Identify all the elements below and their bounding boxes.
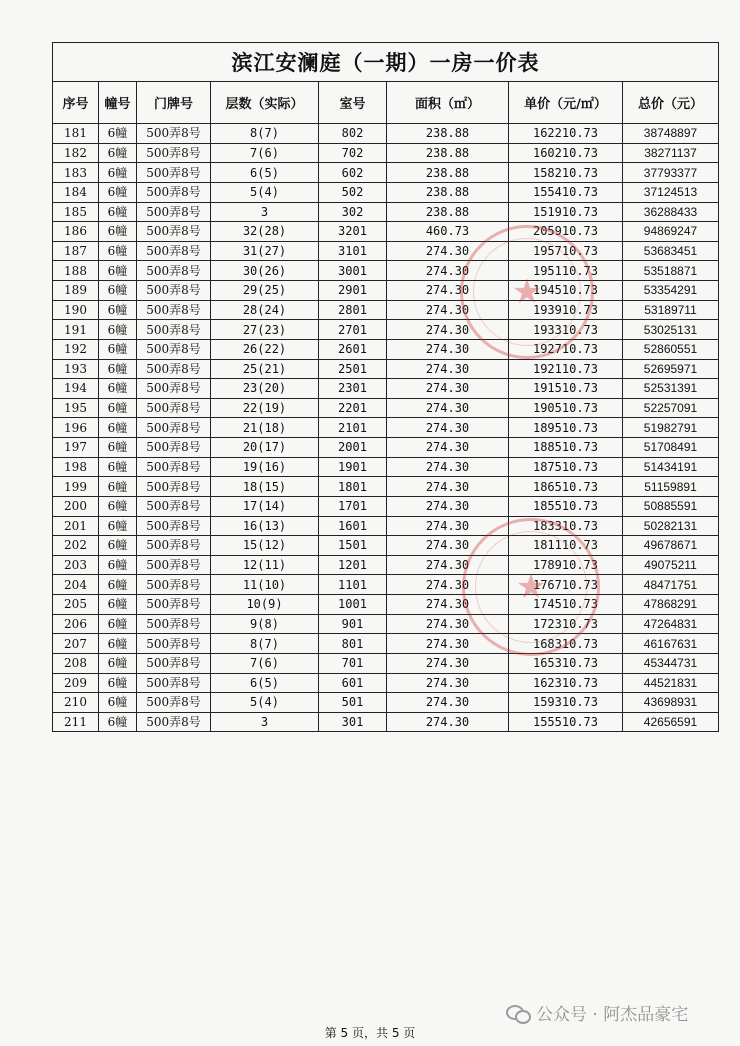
room-cell: 501	[319, 693, 387, 713]
table-row	[53, 712, 719, 732]
area-cell: 460.73	[387, 222, 509, 242]
serial-cell: 209	[53, 673, 99, 693]
serial-cell: 186	[53, 222, 99, 242]
table-row	[53, 555, 719, 575]
building-cell: 6幢	[99, 595, 137, 615]
total-price-cell: 53683451	[623, 241, 719, 261]
building-cell: 6幢	[99, 300, 137, 320]
total-price-cell: 47264831	[623, 614, 719, 634]
floor-cell: 22(19)	[211, 398, 319, 418]
room-cell: 502	[319, 182, 387, 202]
floor-cell: 8(7)	[211, 124, 319, 144]
unit-price-cell: 151910.73	[509, 202, 623, 222]
area-cell: 274.30	[387, 300, 509, 320]
building-cell: 6幢	[99, 163, 137, 183]
floor-cell: 25(21)	[211, 359, 319, 379]
unit-price-cell: 178910.73	[509, 555, 623, 575]
floor-cell: 21(18)	[211, 418, 319, 438]
address-cell: 500弄8号	[137, 281, 211, 301]
area-cell: 274.30	[387, 555, 509, 575]
building-cell: 6幢	[99, 653, 137, 673]
total-price-cell: 53518871	[623, 261, 719, 281]
total-price-cell: 46167631	[623, 634, 719, 654]
total-price-cell: 53354291	[623, 281, 719, 301]
room-cell: 2201	[319, 398, 387, 418]
table-row	[53, 163, 719, 183]
address-cell: 500弄8号	[137, 614, 211, 634]
building-cell: 6幢	[99, 359, 137, 379]
address-cell: 500弄8号	[137, 536, 211, 556]
room-cell: 2501	[319, 359, 387, 379]
unit-price-cell: 162310.73	[509, 673, 623, 693]
building-cell: 6幢	[99, 477, 137, 497]
table-row	[53, 398, 719, 418]
room-cell: 2301	[319, 379, 387, 399]
area-cell: 274.30	[387, 712, 509, 732]
serial-cell: 192	[53, 339, 99, 359]
floor-cell: 17(14)	[211, 496, 319, 516]
serial-cell: 194	[53, 379, 99, 399]
table-row	[53, 241, 719, 261]
unit-price-cell: 188510.73	[509, 438, 623, 458]
table-row	[53, 595, 719, 615]
serial-cell: 211	[53, 712, 99, 732]
address-cell: 500弄8号	[137, 163, 211, 183]
total-price-cell: 45344731	[623, 653, 719, 673]
column-header: 门牌号	[137, 82, 211, 124]
building-cell: 6幢	[99, 418, 137, 438]
serial-cell: 183	[53, 163, 99, 183]
table-row	[53, 261, 719, 281]
unit-price-cell: 190510.73	[509, 398, 623, 418]
floor-cell: 5(4)	[211, 693, 319, 713]
serial-cell: 205	[53, 595, 99, 615]
total-price-cell: 51159891	[623, 477, 719, 497]
table-body	[53, 124, 719, 732]
area-cell: 274.30	[387, 398, 509, 418]
total-price-cell: 49075211	[623, 555, 719, 575]
room-cell: 2901	[319, 281, 387, 301]
table-row	[53, 653, 719, 673]
area-cell: 274.30	[387, 261, 509, 281]
column-header: 面积（㎡）	[387, 82, 509, 124]
area-cell: 274.30	[387, 575, 509, 595]
unit-price-cell: 191510.73	[509, 379, 623, 399]
total-price-cell: 51434191	[623, 457, 719, 477]
total-price-cell: 52257091	[623, 398, 719, 418]
floor-cell: 7(6)	[211, 143, 319, 163]
company-seal-top: ★	[460, 225, 594, 359]
price-table	[52, 42, 719, 732]
area-cell: 274.30	[387, 536, 509, 556]
column-header: 层数（实际）	[211, 82, 319, 124]
building-cell: 6幢	[99, 222, 137, 242]
serial-cell: 191	[53, 320, 99, 340]
area-cell: 274.30	[387, 693, 509, 713]
company-seal-bottom: ★	[462, 518, 600, 656]
area-cell: 274.30	[387, 634, 509, 654]
floor-cell: 15(12)	[211, 536, 319, 556]
serial-cell: 203	[53, 555, 99, 575]
address-cell: 500弄8号	[137, 182, 211, 202]
address-cell: 500弄8号	[137, 143, 211, 163]
address-cell: 500弄8号	[137, 477, 211, 497]
total-price-cell: 38748897	[623, 124, 719, 144]
address-cell: 500弄8号	[137, 496, 211, 516]
room-cell: 1201	[319, 555, 387, 575]
total-price-cell: 48471751	[623, 575, 719, 595]
serial-cell: 189	[53, 281, 99, 301]
serial-cell: 182	[53, 143, 99, 163]
serial-cell: 184	[53, 182, 99, 202]
area-cell: 274.30	[387, 673, 509, 693]
room-cell: 601	[319, 673, 387, 693]
total-price-cell: 52531391	[623, 379, 719, 399]
page-footer: 第 5 页，共 5 页	[324, 1026, 416, 1040]
building-cell: 6幢	[99, 320, 137, 340]
address-cell: 500弄8号	[137, 418, 211, 438]
column-header: 序号	[53, 82, 99, 124]
address-cell: 500弄8号	[137, 673, 211, 693]
total-price-cell: 49678671	[623, 536, 719, 556]
table-row	[53, 477, 719, 497]
table-row	[53, 281, 719, 301]
room-cell: 3201	[319, 222, 387, 242]
column-header: 室号	[319, 82, 387, 124]
total-price-cell: 47868291	[623, 595, 719, 615]
room-cell: 1901	[319, 457, 387, 477]
column-header: 总价（元）	[623, 82, 719, 124]
table-row	[53, 614, 719, 634]
floor-cell: 7(6)	[211, 653, 319, 673]
area-cell: 274.30	[387, 359, 509, 379]
total-price-cell: 94869247	[623, 222, 719, 242]
address-cell: 500弄8号	[137, 124, 211, 144]
area-cell: 274.30	[387, 477, 509, 497]
area-cell: 274.30	[387, 457, 509, 477]
room-cell: 2101	[319, 418, 387, 438]
room-cell: 1101	[319, 575, 387, 595]
address-cell: 500弄8号	[137, 300, 211, 320]
serial-cell: 206	[53, 614, 99, 634]
serial-cell: 197	[53, 438, 99, 458]
serial-cell: 207	[53, 634, 99, 654]
building-cell: 6幢	[99, 575, 137, 595]
address-cell: 500弄8号	[137, 202, 211, 222]
table-row	[53, 516, 719, 536]
floor-cell: 18(15)	[211, 477, 319, 497]
building-cell: 6幢	[99, 398, 137, 418]
area-cell: 274.30	[387, 516, 509, 536]
serial-cell: 204	[53, 575, 99, 595]
area-cell: 274.30	[387, 241, 509, 261]
table-row	[53, 359, 719, 379]
area-cell: 238.88	[387, 124, 509, 144]
serial-cell: 196	[53, 418, 99, 438]
address-cell: 500弄8号	[137, 438, 211, 458]
unit-price-cell: 181110.73	[509, 536, 623, 556]
address-cell: 500弄8号	[137, 398, 211, 418]
unit-price-cell: 155510.73	[509, 712, 623, 732]
unit-price-cell: 183310.73	[509, 516, 623, 536]
serial-cell: 199	[53, 477, 99, 497]
serial-cell: 198	[53, 457, 99, 477]
room-cell: 1701	[319, 496, 387, 516]
unit-price-cell: 205910.73	[509, 222, 623, 242]
serial-cell: 193	[53, 359, 99, 379]
unit-price-cell: 168310.73	[509, 634, 623, 654]
address-cell: 500弄8号	[137, 575, 211, 595]
area-cell: 274.30	[387, 379, 509, 399]
total-price-cell: 37793377	[623, 163, 719, 183]
address-cell: 500弄8号	[137, 241, 211, 261]
address-cell: 500弄8号	[137, 693, 211, 713]
unit-price-cell: 158210.73	[509, 163, 623, 183]
floor-cell: 6(5)	[211, 673, 319, 693]
floor-cell: 3	[211, 202, 319, 222]
table-row	[53, 202, 719, 222]
table-row	[53, 693, 719, 713]
total-price-cell: 53025131	[623, 320, 719, 340]
floor-cell: 29(25)	[211, 281, 319, 301]
room-cell: 2701	[319, 320, 387, 340]
address-cell: 500弄8号	[137, 516, 211, 536]
unit-price-cell: 192110.73	[509, 359, 623, 379]
building-cell: 6幢	[99, 281, 137, 301]
table-row	[53, 575, 719, 595]
area-cell: 274.30	[387, 438, 509, 458]
floor-cell: 19(16)	[211, 457, 319, 477]
serial-cell: 181	[53, 124, 99, 144]
table-row	[53, 457, 719, 477]
total-price-cell: 53189711	[623, 300, 719, 320]
address-cell: 500弄8号	[137, 339, 211, 359]
unit-price-cell: 193310.73	[509, 320, 623, 340]
serial-cell: 200	[53, 496, 99, 516]
total-price-cell: 51982791	[623, 418, 719, 438]
unit-price-cell: 176710.73	[509, 575, 623, 595]
floor-cell: 3	[211, 712, 319, 732]
floor-cell: 30(26)	[211, 261, 319, 281]
column-header: 幢号	[99, 82, 137, 124]
table-row	[53, 438, 719, 458]
room-cell: 901	[319, 614, 387, 634]
table-row	[53, 124, 719, 144]
room-cell: 801	[319, 634, 387, 654]
serial-cell: 201	[53, 516, 99, 536]
area-cell: 238.88	[387, 202, 509, 222]
unit-price-cell: 187510.73	[509, 457, 623, 477]
serial-cell: 208	[53, 653, 99, 673]
header-row	[53, 82, 719, 124]
total-price-cell: 52695971	[623, 359, 719, 379]
table-row	[53, 182, 719, 202]
address-cell: 500弄8号	[137, 359, 211, 379]
wechat-icon	[506, 1003, 530, 1023]
building-cell: 6幢	[99, 712, 137, 732]
building-cell: 6幢	[99, 516, 137, 536]
floor-cell: 12(11)	[211, 555, 319, 575]
table-row	[53, 379, 719, 399]
floor-cell: 11(10)	[211, 575, 319, 595]
unit-price-cell: 160210.73	[509, 143, 623, 163]
floor-cell: 10(9)	[211, 595, 319, 615]
address-cell: 500弄8号	[137, 634, 211, 654]
total-price-cell: 38271137	[623, 143, 719, 163]
table-row	[53, 536, 719, 556]
room-cell: 1001	[319, 595, 387, 615]
area-cell: 274.30	[387, 339, 509, 359]
total-price-cell: 51708491	[623, 438, 719, 458]
area-cell: 274.30	[387, 496, 509, 516]
table-row	[53, 418, 719, 438]
building-cell: 6幢	[99, 693, 137, 713]
floor-cell: 9(8)	[211, 614, 319, 634]
building-cell: 6幢	[99, 379, 137, 399]
address-cell: 500弄8号	[137, 555, 211, 575]
room-cell: 1501	[319, 536, 387, 556]
table-row	[53, 496, 719, 516]
building-cell: 6幢	[99, 438, 137, 458]
room-cell: 302	[319, 202, 387, 222]
floor-cell: 20(17)	[211, 438, 319, 458]
unit-price-cell: 194510.73	[509, 281, 623, 301]
total-price-cell: 50282131	[623, 516, 719, 536]
building-cell: 6幢	[99, 143, 137, 163]
floor-cell: 28(24)	[211, 300, 319, 320]
building-cell: 6幢	[99, 673, 137, 693]
serial-cell: 185	[53, 202, 99, 222]
address-cell: 500弄8号	[137, 379, 211, 399]
total-price-cell: 44521831	[623, 673, 719, 693]
address-cell: 500弄8号	[137, 320, 211, 340]
address-cell: 500弄8号	[137, 712, 211, 732]
unit-price-cell: 174510.73	[509, 595, 623, 615]
room-cell: 2801	[319, 300, 387, 320]
area-cell: 238.88	[387, 143, 509, 163]
room-cell: 802	[319, 124, 387, 144]
building-cell: 6幢	[99, 555, 137, 575]
floor-cell: 8(7)	[211, 634, 319, 654]
address-cell: 500弄8号	[137, 653, 211, 673]
area-cell: 274.30	[387, 418, 509, 438]
floor-cell: 16(13)	[211, 516, 319, 536]
table-row	[53, 300, 719, 320]
room-cell: 602	[319, 163, 387, 183]
building-cell: 6幢	[99, 457, 137, 477]
room-cell: 701	[319, 653, 387, 673]
room-cell: 3101	[319, 241, 387, 261]
room-cell: 2601	[319, 339, 387, 359]
serial-cell: 202	[53, 536, 99, 556]
unit-price-cell: 185510.73	[509, 496, 623, 516]
unit-price-cell: 193910.73	[509, 300, 623, 320]
building-cell: 6幢	[99, 496, 137, 516]
room-cell: 702	[319, 143, 387, 163]
building-cell: 6幢	[99, 634, 137, 654]
total-price-cell: 42656591	[623, 712, 719, 732]
building-cell: 6幢	[99, 124, 137, 144]
floor-cell: 23(20)	[211, 379, 319, 399]
table-row	[53, 143, 719, 163]
building-cell: 6幢	[99, 261, 137, 281]
table-title: 滨江安澜庭（一期）一房一价表	[53, 43, 719, 82]
unit-price-cell: 195110.73	[509, 261, 623, 281]
area-cell: 274.30	[387, 614, 509, 634]
address-cell: 500弄8号	[137, 261, 211, 281]
room-cell: 301	[319, 712, 387, 732]
address-cell: 500弄8号	[137, 595, 211, 615]
total-price-cell: 43698931	[623, 693, 719, 713]
room-cell: 1601	[319, 516, 387, 536]
table-row	[53, 320, 719, 340]
area-cell: 274.30	[387, 595, 509, 615]
room-cell: 2001	[319, 438, 387, 458]
total-price-cell: 52860551	[623, 339, 719, 359]
address-cell: 500弄8号	[137, 222, 211, 242]
table-row	[53, 634, 719, 654]
watermark-text: 公众号 · 阿杰品豪宅	[536, 1005, 689, 1025]
floor-cell: 27(23)	[211, 320, 319, 340]
serial-cell: 188	[53, 261, 99, 281]
area-cell: 274.30	[387, 653, 509, 673]
unit-price-cell: 155410.73	[509, 182, 623, 202]
building-cell: 6幢	[99, 339, 137, 359]
unit-price-cell: 195710.73	[509, 241, 623, 261]
column-header: 单价（元/㎡）	[509, 82, 623, 124]
area-cell: 238.88	[387, 163, 509, 183]
floor-cell: 5(4)	[211, 182, 319, 202]
building-cell: 6幢	[99, 182, 137, 202]
building-cell: 6幢	[99, 241, 137, 261]
unit-price-cell: 192710.73	[509, 339, 623, 359]
address-cell: 500弄8号	[137, 457, 211, 477]
room-cell: 1801	[319, 477, 387, 497]
floor-cell: 6(5)	[211, 163, 319, 183]
unit-price-cell: 186510.73	[509, 477, 623, 497]
table-row	[53, 222, 719, 242]
area-cell: 274.30	[387, 320, 509, 340]
unit-price-cell: 189510.73	[509, 418, 623, 438]
floor-cell: 31(27)	[211, 241, 319, 261]
area-cell: 274.30	[387, 281, 509, 301]
table-row	[53, 673, 719, 693]
building-cell: 6幢	[99, 614, 137, 634]
unit-price-cell: 165310.73	[509, 653, 623, 673]
building-cell: 6幢	[99, 536, 137, 556]
serial-cell: 210	[53, 693, 99, 713]
serial-cell: 187	[53, 241, 99, 261]
table-row	[53, 339, 719, 359]
unit-price-cell: 159310.73	[509, 693, 623, 713]
unit-price-cell: 162210.73	[509, 124, 623, 144]
floor-cell: 32(28)	[211, 222, 319, 242]
serial-cell: 195	[53, 398, 99, 418]
serial-cell: 190	[53, 300, 99, 320]
total-price-cell: 50885591	[623, 496, 719, 516]
total-price-cell: 36288433	[623, 202, 719, 222]
watermark	[506, 1000, 688, 1025]
area-cell: 238.88	[387, 182, 509, 202]
floor-cell: 26(22)	[211, 339, 319, 359]
unit-price-cell: 172310.73	[509, 614, 623, 634]
total-price-cell: 37124513	[623, 182, 719, 202]
room-cell: 3001	[319, 261, 387, 281]
building-cell: 6幢	[99, 202, 137, 222]
